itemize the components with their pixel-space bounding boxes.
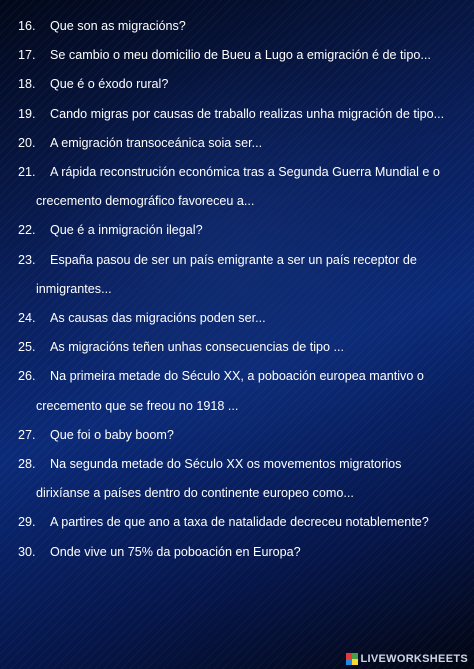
question-text: A emigración transoceánica soia ser... (50, 135, 263, 150)
question-text: As causas das migracións poden ser... (50, 311, 266, 326)
question-item (18, 421, 458, 450)
question-number: 24. (18, 311, 36, 326)
question-list (18, 12, 458, 567)
question-number: 25. (18, 340, 36, 355)
question-number: 26. (18, 369, 36, 384)
question-text: Que son as migracións? (50, 19, 186, 33)
question-text: Que é o éxodo rural? (50, 77, 169, 92)
question-text: Na primeira metade do Século XX, a poboación europea mantivo o crecemento que se freou no 1918 ... (36, 369, 424, 413)
question-item (18, 12, 458, 41)
question-item (18, 41, 458, 70)
question-number: 27. (18, 427, 36, 442)
question-item (18, 158, 458, 216)
question-item (18, 508, 458, 537)
question-number: 22. (18, 223, 36, 238)
question-text: España pasou de ser un país emigrante a ser un país receptor de inmigrantes... (36, 252, 417, 296)
question-number: 30. (18, 544, 36, 559)
question-item (18, 70, 458, 99)
question-item (18, 450, 458, 508)
question-number: 16. (18, 19, 36, 33)
question-item (18, 538, 458, 567)
question-number: 18. (18, 77, 36, 92)
liveworksheets-logo-icon (346, 653, 358, 665)
question-text: Onde vive un 75% da poboación en Europa? (50, 544, 301, 559)
question-text: Que é a inmigración ilegal? (50, 223, 203, 238)
question-text: Cando migras por causas de traballo realizas unha migración de tipo... (50, 106, 445, 121)
question-text: A rápida reconstrución económica tras a Segunda Guerra Mundial e o crecemento demográfico favoreceu a... (36, 165, 440, 209)
question-number: 29. (18, 515, 36, 530)
question-item (18, 100, 458, 129)
liveworksheets-watermark (346, 653, 469, 665)
question-item (18, 304, 458, 333)
question-item (18, 216, 458, 245)
question-text: A partires de que ano a taxa de natalidade decreceu notablemente? (50, 515, 429, 530)
question-number: 28. (18, 457, 36, 472)
question-text: Na segunda metade do Século XX os movementos migratorios dirixíanse a países dentro do continente europeo como... (36, 457, 402, 501)
question-number: 17. (18, 48, 36, 63)
question-number: 23. (18, 252, 36, 267)
question-item (18, 246, 458, 304)
question-number: 19. (18, 106, 36, 121)
question-item (18, 362, 458, 420)
brand-text: LIVEWORKSHEETS (360, 653, 468, 665)
question-text: As migracións teñen unhas consecuencias de tipo ... (50, 340, 345, 355)
question-text: Que foi o baby boom? (50, 427, 174, 442)
question-text: Se cambio o meu domicilio de Bueu a Lugo a emigración é de tipo... (50, 48, 431, 63)
question-item (18, 129, 458, 158)
question-item (18, 333, 458, 362)
question-number: 20. (18, 135, 36, 150)
question-number: 21. (18, 165, 36, 180)
